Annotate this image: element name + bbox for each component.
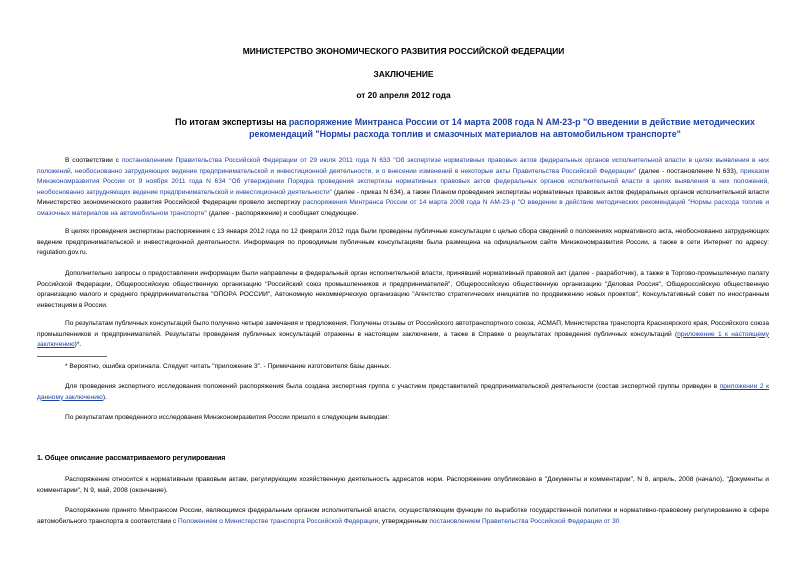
p1-text-c: (далее - приказ N 634), а также Планом проведения экспертизы нормативных правовых актов федеральных органов исполнительной власти Министерство экономического развития Российской Федерации провело экспертизу (37, 188, 769, 206)
paragraph-3: Дополнительно запросы о предоставлении информации были направлены в федеральный орган исполнительной власти, принявший нормативный правовой акт (далее - разработчик), а также в Торгово-промышленную палату Российской Федерации, Общероссийскую общественную организацию "Российский союз промышленников и предпринимателей", Общероссийскую общественную организацию "Деловая Россия", Общероссийскую общественную организацию малого и среднего предпринимательства "ОПОРА РОССИИ", Автономную некоммерческую организацию "Агентство стратегических инициатив по продвижению новых проектов", Консультативный совет по иностранным инвестициям в России. (37, 270, 769, 309)
footnote: * Вероятно, ошибка оригинала. Следует читать "приложение 3". - Примечание изготовителя базы данных. (65, 363, 392, 370)
p8-text-a: Распоряжение принято Минтрансом России, являющимся федеральным органом исполнительной власти, осуществляющим функции по выработке государственной политики и нормативно-правовому регулированию в сфере автомобильного транспорта в соответствии с (37, 507, 769, 525)
p8-link-postanovlenie[interactable]: постановлением Правительства Российской Федерации от 30 (429, 517, 620, 525)
paragraph-5 (37, 382, 769, 403)
paragraph-4 (37, 319, 769, 351)
document-type: ЗАКЛЮЧЕНИЕ (373, 69, 434, 79)
p4-link-appendix[interactable]: приложение 1 к настоящему заключению (37, 330, 770, 348)
p1-link-prikaz[interactable]: приказом Минэкономразвития России от 9 ноября 2011 года N 634 "Об утверждении Порядка проведения экспертизы нормативных правовых актов федеральных органов исполнительной власти в целях выявления в них положений, необоснованно затрудняющих ведение предпринимательской и инвестиционной деятельности" (37, 167, 769, 196)
p1-text-d: (далее - распоряжение) и сообщает следующее. (206, 209, 359, 217)
heading-link[interactable]: распоряжение Минтранса России от 14 марта 2008 года N АМ-23-р "О введении в действие методических рекомендаций "Нормы расхода топлив и смазочных материалов на автомобильном транспорте" (249, 117, 755, 139)
p5-link-appendix[interactable]: приложении 2 к данному заключению (37, 383, 769, 401)
p8-link-polozhenie[interactable]: Положением о Министерстве транспорта Российской Федерации (178, 517, 379, 525)
p5-text-a: Для проведения экспертного исследования положений распоряжения была создана экспертная группа с участием представителей предпринимательской деятельности (состав экспертной группы приведен в (65, 383, 720, 390)
p1-link-rasporyazhenie[interactable]: распоряжения Минтранса России от 14 марта 2008 года N АМ-23-р "О введении в действие методических рекомендаций "Нормы расхода топлив и смазочных материалов на автомобильном транспорте" (37, 199, 770, 217)
paragraph-7: Распоряжение относится к нормативным правовым актам, регулирующим хозяйственную деятельность адресатов норм. Распоряжение опубликовано в "Документы и комментарии", N 8, апрель, 2008 (начало), "Документы и комментарии", N 9, май, 2008 (окончание). (37, 476, 769, 494)
ministry-title: МИНИСТЕРСТВО ЭКОНОМИЧЕСКОГО РАЗВИТИЯ РОССИЙСКОЙ ФЕДЕРАЦИИ (242, 46, 565, 56)
p8-text-b: , утвержденным (378, 517, 430, 525)
p4-text-b: )*. (74, 341, 82, 348)
heading-prefix: По итогам экспертизы на (175, 117, 289, 127)
document-heading (150, 116, 780, 140)
document-date: от 20 апреля 2012 года (356, 90, 451, 100)
paragraph-2: В целях проведения экспертизы распоряжения с 13 января 2012 года по 12 февраля 2012 года были проведены публичные консультации с целью сбора сведений о положениях нормативного акта, необоснованно затрудняющих ведение предпринимательской и инвестиционной деятельности. Информация по проводимым публичным консультациям была размещена на официальном сайте Минэкономразвития России, а также в сети Интернет по адресу: regulation.gov.ru. (37, 228, 769, 256)
p1-text-a: В соответствии с (65, 157, 122, 164)
paragraph-6: По результатам проведенного исследования Минэкономразвития России пришло к следующим выводам: (65, 414, 390, 421)
paragraph-1 (37, 156, 769, 219)
paragraph-8 (37, 506, 769, 527)
p1-link-postanovlenie[interactable]: постановлением Правительства Российской Федерации от 29 июля 2011 года N 633 "Об экспертизе нормативных правовых актов федеральных органов исполнительной власти в целях выявления в них положений, необоснованно затрудняющих ведение предпринимательской и инвестиционной деятельности, и о внесении изменений в некоторые акты Правительства Российской Федерации" (37, 157, 769, 175)
section-heading-1: 1. Общее описание рассматриваемого регулирования (37, 455, 226, 462)
p5-text-b: ). (102, 393, 107, 401)
footnote-divider (37, 356, 107, 357)
p1-text-b: (далее - постановление N 633), (636, 167, 741, 175)
p4-text-a: По результатам публичных консультаций было получено четыре замечания и предложения. Получены отзывы от Российского автотранспортного союза, АСМАП, Министерства транспорта Красноярского края, Российского союза промышленников и предпринимателей. Результаты проведения публичных консультаций отражены в настоящем заключении, а также в Справке о результатах проведения публичных консультаций ( (37, 320, 769, 338)
